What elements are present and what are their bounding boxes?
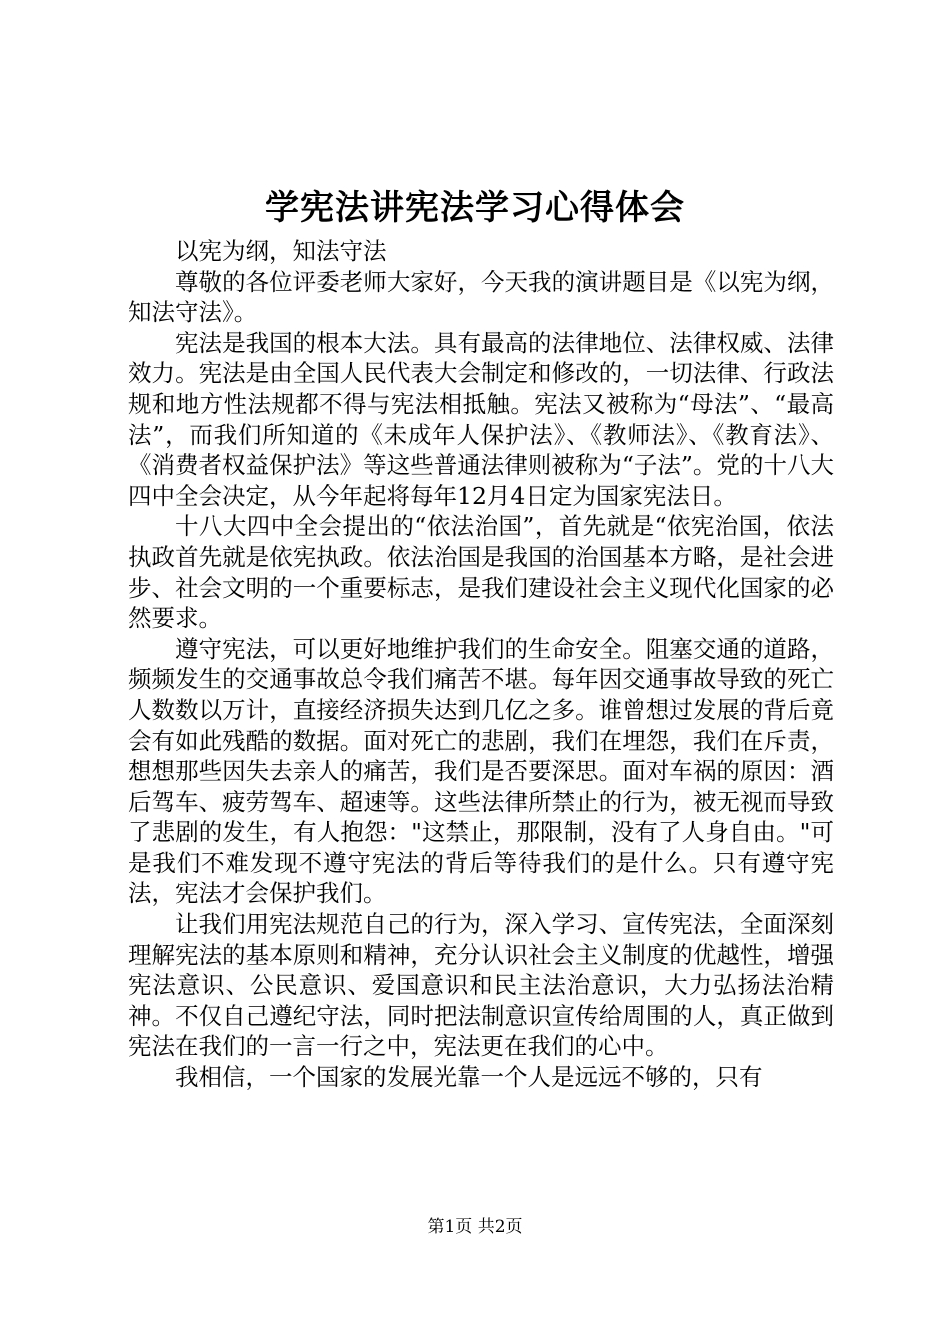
page-number-footer: 第1页 共2页 [427, 1217, 523, 1237]
document-title: 学宪法讲宪法学习心得体会 [265, 188, 685, 228]
paragraph-action: 让我们用宪法规范自己的行为，深入学习、宣传宪法，全面深刻理解宪法的基本原则和精神，充分认识社会主义制度的优越性，增强宪法意识、公民意识、爱国意识和民主法治意识，大力弘扬法治精神。不仅自己遵纪守法，同时把法制意识宣传给周围的人，真正做到宪法在我们的一言一行之中，宪法更在我们的心中。 [128, 910, 834, 1061]
paragraph-constitution: 宪法是我国的根本大法。具有最高的法律地位、法律权威、法律效力。宪法是由全国人民代表大会制定和修改的，一切法律、行政法规和地方性法规都不得与宪法相抵触。宪法又被称为“母法”、“最高法”，而我们所知道的《未成年人保护法》、《教师法》、《教育法》、《消费者权益保护法》等这些普通法律则被称为“子法”。党的十八大四中全会决定，从今年起将每年12月4日定为国家宪法日。 [128, 328, 834, 510]
paragraph-greeting: 尊敬的各位评委老师大家好，今天我的演讲题目是《以宪为纲，知法守法》。 [128, 267, 834, 327]
paragraph-safety: 遵守宪法，可以更好地维护我们的生命安全。阻塞交通的道路，频频发生的交通事故总令我们痛苦不堪。每年因交通事故导致的死亡人数数以万计，直接经济损失达到几亿之多。谁曾想过发展的背后竟会有如此残酷的数据。面对死亡的悲剧，我们在埋怨，我们在斥责，想想那些因失去亲人的痛苦，我们是否要深思。面对车祸的原因：酒后驾车、疲劳驾车、超速等。这些法律所禁止的行为，被无视而导致了悲剧的发生，有人抱怨："这禁止，那限制，没有了人身自由。"可是我们不难发现不遵守宪法的背后等待我们的是什么。只有遵守宪法，宪法才会保护我们。 [128, 634, 834, 908]
paragraph-subtitle: 以宪为纲，知法守法 [175, 237, 387, 265]
paragraph-rule-of-law: 十八大四中全会提出的“依法治国”，首先就是“依宪治国，依法执政首先就是依宪执政。依法治国是我国的治国基本方略，是社会进步、社会文明的一个重要标志，是我们建设社会主义现代化国家的必然要求。 [128, 512, 834, 633]
paragraph-belief: 我相信，一个国家的发展光靠一个人是远远不够的，只有 [175, 1063, 763, 1092]
document-body [128, 236, 834, 1093]
